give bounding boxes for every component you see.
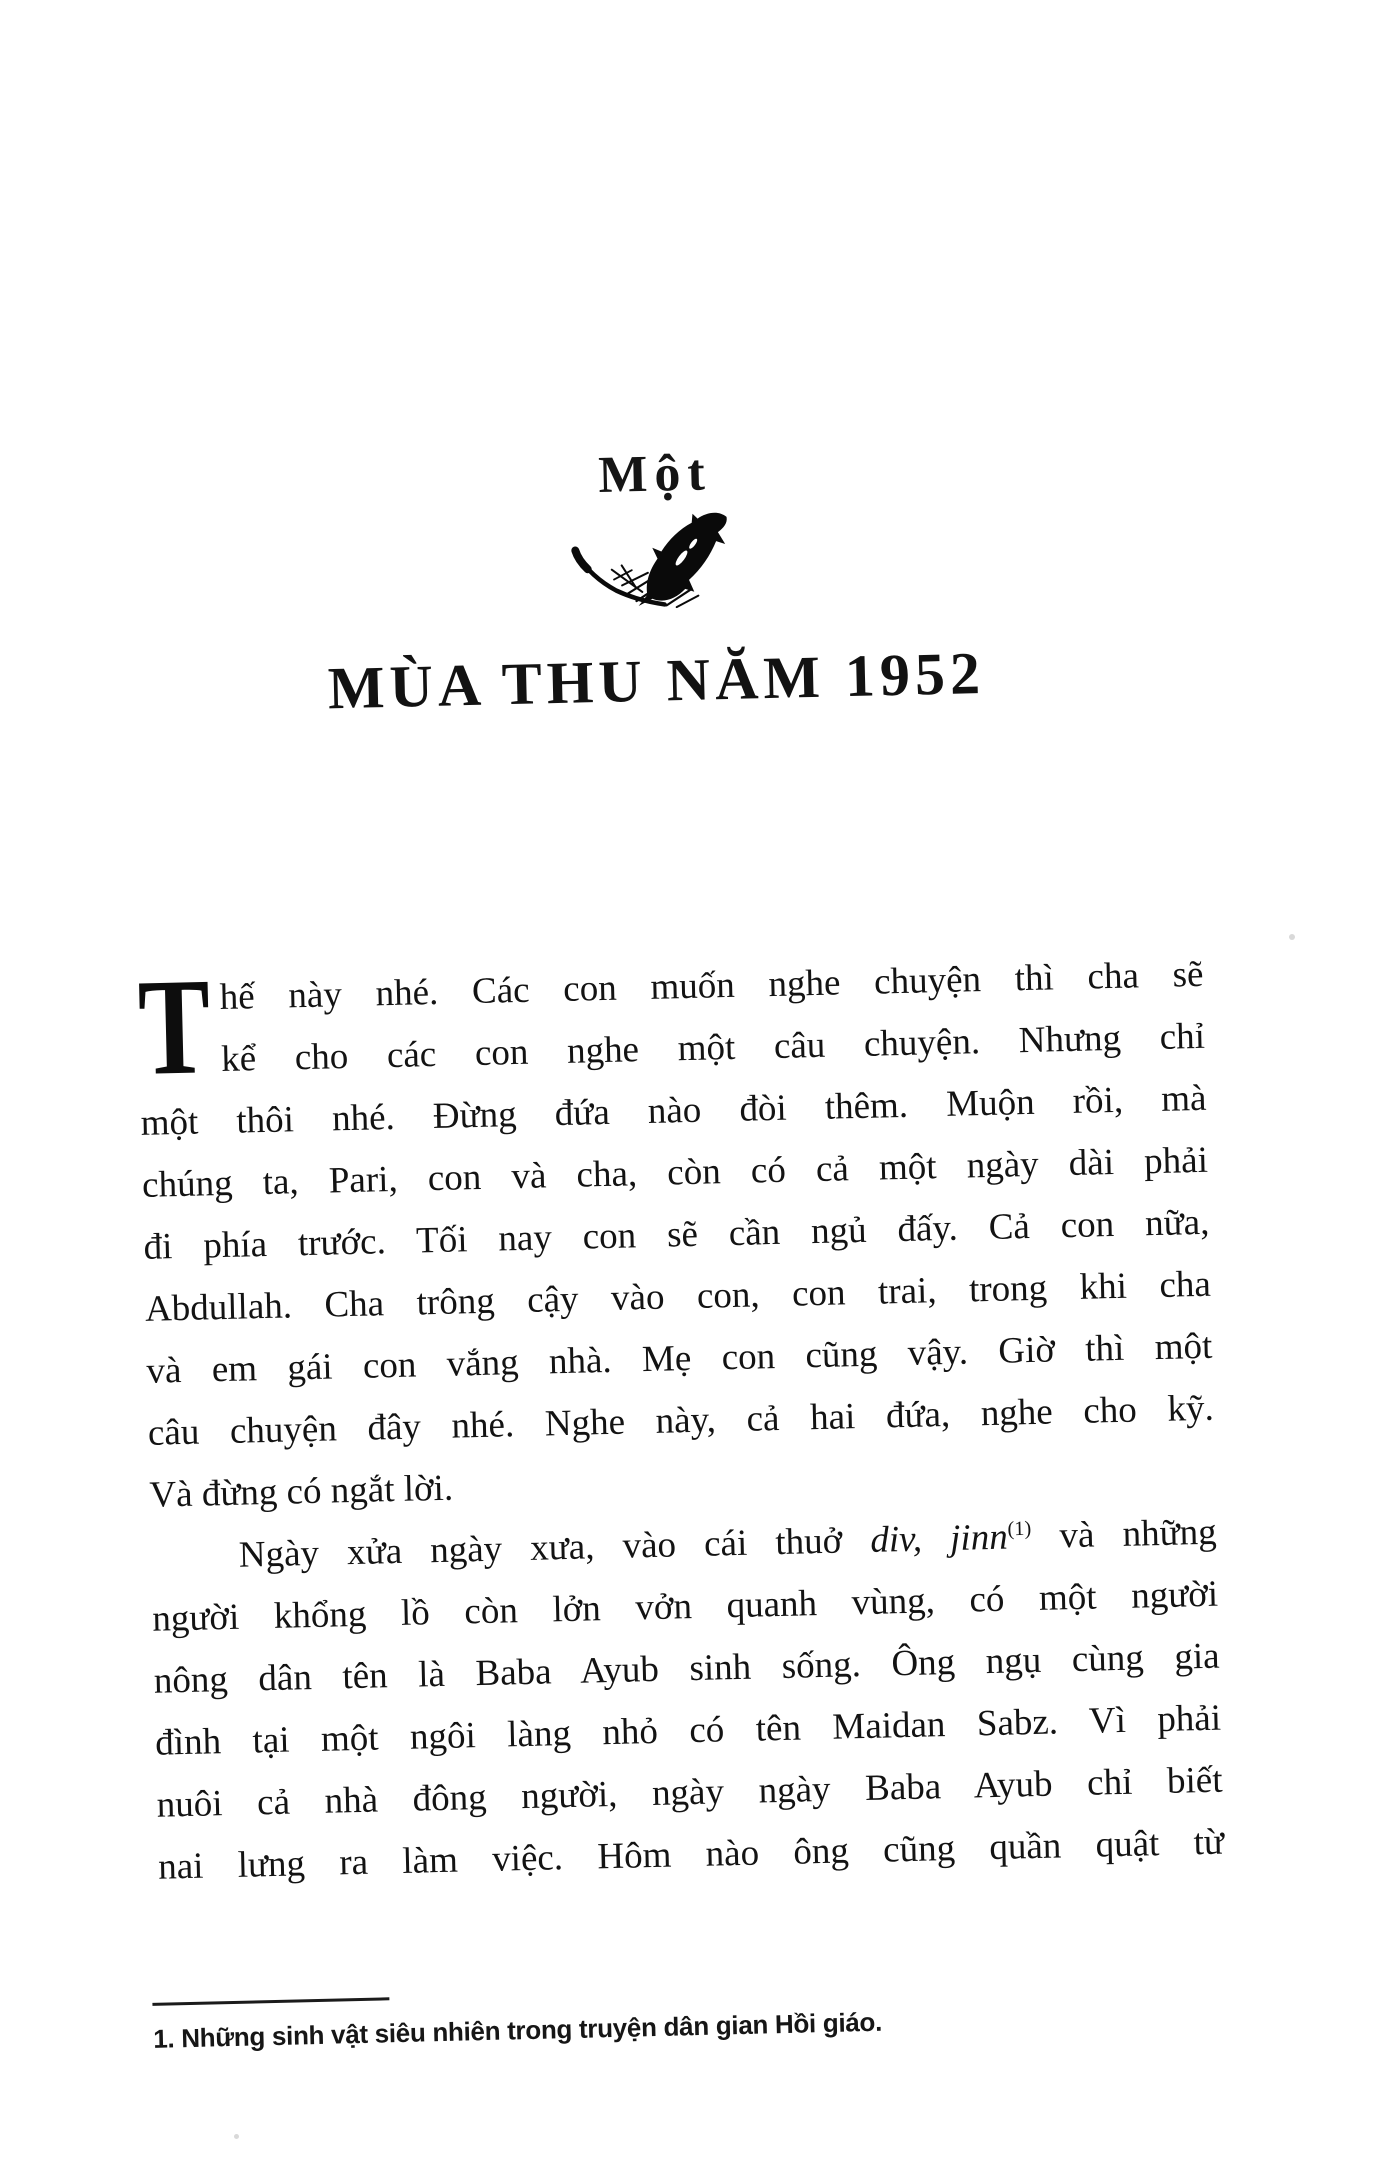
body-text <box>137 944 1225 1899</box>
body-line: Abdullah. Cha trông cậy vào con, con trai, trong khi cha <box>144 1263 1212 1330</box>
body-line: hế này nhé. Các con muốn nghe chuyện thì cha sẽ <box>219 953 1204 1019</box>
drop-cap <box>136 949 222 1104</box>
chapter-number-heading: Một <box>597 444 713 504</box>
body-line: Và đừng có ngắt lời. <box>148 1467 454 1516</box>
paragraph-2 <box>150 1502 1224 1899</box>
footnote-reference: (1) <box>1007 1517 1032 1541</box>
scan-speck <box>1289 934 1295 940</box>
paragraph-1 <box>137 944 1216 1527</box>
body-line: kể cho các con nghe một câu chuyện. Nhưng chỉ <box>220 1015 1206 1080</box>
footnote <box>152 1980 1133 2056</box>
feather-illustration <box>119 496 1187 626</box>
body-line: nuôi cả nhà đông người, ngày ngày Baba Ayub chỉ biết <box>156 1759 1223 1826</box>
body-line: một thôi nhé. Đừng đứa nào đòi thêm. Muộn rồi, mà <box>140 1077 1207 1144</box>
body-line: nai lưng ra làm việc. Hôm nào ông cũng quần quật từ <box>157 1821 1225 1888</box>
drop-cap-letter: T <box>136 949 212 1104</box>
footnote-divider <box>152 1997 389 2006</box>
scan-speck <box>234 2134 239 2139</box>
footnote-text: 1. Những sinh vật siêu nhiên trong truyện dân gian Hồi giáo. <box>152 2006 883 2054</box>
foreign-term: div, jinn <box>869 1516 1009 1561</box>
body-line: nông dân tên là Baba Ayub sinh sống. Ông ngụ cùng gia <box>153 1635 1221 1702</box>
section-title: MÙA THU NĂM 1952 <box>327 639 986 722</box>
body-line-segment: và những <box>1030 1511 1218 1558</box>
feather-icon <box>568 507 738 611</box>
body-line: người khổng lồ còn lởn vởn quanh vùng, có một người <box>151 1573 1219 1640</box>
body-line: chúng ta, Pari, con và cha, còn có cả một ngày dài phải <box>141 1139 1209 1206</box>
body-line: đi phía trước. Tối nay con sẽ cần ngủ đấy. Cả con nữa, <box>143 1201 1210 1268</box>
body-line-segment: Ngày xửa ngày xưa, vào cái thuở <box>238 1519 871 1576</box>
body-line: và em gái con vắng nhà. Mẹ con cũng vậy. Giờ thì một <box>146 1325 1213 1392</box>
body-line: đình tại một ngôi làng nhỏ có tên Maidan Sabz. Vì phải <box>154 1697 1222 1764</box>
body-line: câu chuyện đây nhé. Nghe này, cả hai đứa, nghe cho kỹ. <box>147 1387 1215 1454</box>
